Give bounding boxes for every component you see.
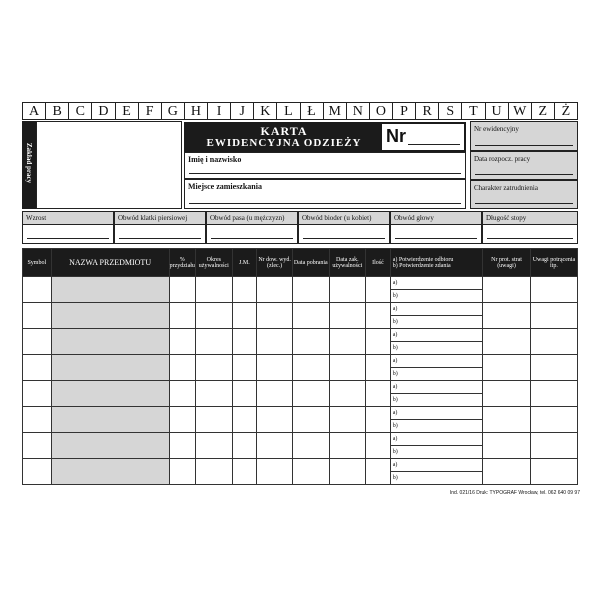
table-cell[interactable] <box>257 433 293 459</box>
table-cell[interactable] <box>293 277 329 303</box>
table-row <box>23 303 578 316</box>
confirm-cell[interactable]: b) <box>390 316 482 329</box>
table-cell[interactable] <box>293 303 329 329</box>
confirm-cell[interactable]: b) <box>390 446 482 459</box>
col-date-end: Data zak. używalności <box>329 249 366 277</box>
table-cell[interactable] <box>51 329 169 355</box>
table-cell[interactable] <box>23 433 52 459</box>
table-cell[interactable] <box>23 277 52 303</box>
alphabet-letter: J <box>230 103 253 119</box>
confirm-cell[interactable]: b) <box>390 290 482 303</box>
table-cell[interactable] <box>23 381 52 407</box>
table-row <box>23 329 578 342</box>
table-cell[interactable] <box>232 407 256 433</box>
table-cell[interactable] <box>257 355 293 381</box>
table-row <box>23 277 578 290</box>
nr-field[interactable] <box>382 124 464 150</box>
table-cell[interactable] <box>329 329 366 355</box>
table-cell[interactable] <box>483 433 531 459</box>
confirm-cell[interactable]: a) <box>390 433 482 446</box>
table-cell[interactable] <box>530 277 577 303</box>
alphabet-letter: N <box>346 103 369 119</box>
measure-label: Wzrost <box>23 212 113 225</box>
confirm-cell[interactable]: a) <box>390 355 482 368</box>
table-cell[interactable] <box>169 355 195 381</box>
table-cell[interactable] <box>530 433 577 459</box>
alphabet-letter: Ł <box>300 103 323 119</box>
alphabet-letter: S <box>438 103 461 119</box>
table-cell[interactable] <box>483 407 531 433</box>
confirm-a-label: a) Potwierdzenie odbioru <box>392 256 454 263</box>
table-cell[interactable] <box>195 355 232 381</box>
workplace-label: Zakład pracy <box>25 142 33 184</box>
table-cell[interactable] <box>169 303 195 329</box>
alphabet-letter: P <box>392 103 415 119</box>
table-cell[interactable] <box>257 303 293 329</box>
col-date-issue: Data pobrania <box>293 249 329 277</box>
col-confirm <box>390 249 482 277</box>
alphabet-letter: F <box>138 103 161 119</box>
table-cell[interactable] <box>195 459 232 485</box>
alphabet-letter: O <box>369 103 392 119</box>
col-name: NAZWA PRZEDMIOTU <box>51 249 169 277</box>
table-cell[interactable] <box>51 433 169 459</box>
table-cell[interactable] <box>329 459 366 485</box>
table-cell[interactable] <box>195 407 232 433</box>
table-cell[interactable] <box>366 355 390 381</box>
table-cell[interactable] <box>232 381 256 407</box>
table-cell[interactable] <box>293 355 329 381</box>
charakter-field[interactable] <box>470 180 578 209</box>
name-label: Imię i nazwisko <box>188 155 242 164</box>
measure-label: Obwód głowy <box>391 212 481 225</box>
data-rozpocz-label: Data rozpocz. pracy <box>474 155 531 163</box>
table-cell[interactable] <box>232 433 256 459</box>
col-symbol: Symbol <box>23 249 52 277</box>
table-cell[interactable] <box>169 277 195 303</box>
table-cell[interactable] <box>257 407 293 433</box>
measure-field[interactable] <box>206 211 298 244</box>
confirm-cell[interactable]: a) <box>390 277 482 290</box>
table-cell[interactable] <box>195 433 232 459</box>
table-cell[interactable] <box>293 329 329 355</box>
nr-ewidencyjny-field[interactable] <box>470 121 578 151</box>
data-rozpocz-field[interactable] <box>470 151 578 180</box>
table-cell[interactable] <box>23 407 52 433</box>
table-cell[interactable] <box>530 303 577 329</box>
alphabet-letter: W <box>508 103 531 119</box>
table-cell[interactable] <box>530 459 577 485</box>
table-cell[interactable] <box>530 355 577 381</box>
table-cell[interactable] <box>366 329 390 355</box>
title-line1: KARTA <box>260 124 308 138</box>
table-cell[interactable] <box>195 277 232 303</box>
col-doc-nr: Nr dow. wyd. (zlec.) <box>257 249 293 277</box>
col-remarks: Uwagi potrącenia itp. <box>530 249 577 277</box>
table-cell[interactable] <box>51 303 169 329</box>
nr-underline <box>408 144 460 145</box>
table-cell[interactable] <box>51 277 169 303</box>
table-cell[interactable] <box>169 459 195 485</box>
table-cell[interactable] <box>483 277 531 303</box>
footer-print-info: Ind. 021/16 Druk: TYPOGRAF Wrocław, tel. 062 640 09 97 <box>449 490 580 496</box>
table-cell[interactable] <box>293 407 329 433</box>
table-cell[interactable] <box>195 381 232 407</box>
table-cell[interactable] <box>257 329 293 355</box>
alphabet-letter: H <box>184 103 207 119</box>
table-cell[interactable] <box>51 407 169 433</box>
col-percent: % przydziału <box>169 249 195 277</box>
confirm-cell[interactable]: b) <box>390 394 482 407</box>
table-cell[interactable] <box>366 277 390 303</box>
table-cell[interactable] <box>232 329 256 355</box>
alphabet-letter: L <box>276 103 299 119</box>
table-cell[interactable] <box>530 407 577 433</box>
table-cell[interactable] <box>232 277 256 303</box>
alphabet-letter: Ż <box>554 103 577 119</box>
alphabet-letter: M <box>323 103 346 119</box>
alphabet-letter: U <box>485 103 508 119</box>
table-cell[interactable] <box>23 329 52 355</box>
table-cell[interactable] <box>257 459 293 485</box>
table-cell[interactable] <box>169 433 195 459</box>
alphabet-letter: I <box>207 103 230 119</box>
table-cell[interactable] <box>366 459 390 485</box>
items-table <box>22 248 578 485</box>
confirm-cell[interactable]: b) <box>390 420 482 433</box>
table-cell[interactable] <box>23 355 52 381</box>
col-qty: Ilość <box>366 249 390 277</box>
table-cell[interactable] <box>169 329 195 355</box>
measure-field[interactable] <box>482 211 578 244</box>
measure-label: Długość stopy <box>483 212 577 225</box>
confirm-cell[interactable]: b) <box>390 472 482 485</box>
address-field[interactable] <box>184 179 466 209</box>
table-cell[interactable] <box>483 381 531 407</box>
table-cell[interactable] <box>483 329 531 355</box>
table-cell[interactable] <box>195 329 232 355</box>
alphabet-letter: T <box>461 103 484 119</box>
table-cell[interactable] <box>232 355 256 381</box>
table-cell[interactable] <box>195 303 232 329</box>
workplace-sidebar <box>22 121 36 209</box>
table-cell[interactable] <box>530 381 577 407</box>
table-cell[interactable] <box>293 459 329 485</box>
alphabet-letter: E <box>115 103 138 119</box>
table-cell[interactable] <box>483 355 531 381</box>
nr-ewidencyjny-label: Nr ewidencyjny <box>474 125 519 133</box>
measure-field[interactable] <box>22 211 114 244</box>
table-cell[interactable] <box>51 355 169 381</box>
alphabet-letter: C <box>68 103 91 119</box>
table-row <box>23 459 578 472</box>
table-cell[interactable] <box>293 381 329 407</box>
table-cell[interactable] <box>232 303 256 329</box>
table-cell[interactable] <box>366 433 390 459</box>
measure-field[interactable] <box>114 211 206 244</box>
alphabet-letter: G <box>161 103 184 119</box>
alphabet-letter: K <box>253 103 276 119</box>
alphabet-letter: R <box>415 103 438 119</box>
measure-label: Obwód bioder (u kobiet) <box>299 212 389 225</box>
alphabet-letter: D <box>91 103 114 119</box>
table-cell[interactable] <box>293 433 329 459</box>
measure-label: Obwód klatki piersiowej <box>115 212 205 225</box>
table-cell[interactable] <box>366 407 390 433</box>
table-row <box>23 407 578 420</box>
confirm-cell[interactable]: a) <box>390 381 482 394</box>
table-cell[interactable] <box>257 381 293 407</box>
alphabet-index <box>22 102 578 120</box>
confirm-cell[interactable]: a) <box>390 329 482 342</box>
table-cell[interactable] <box>483 303 531 329</box>
table-cell[interactable] <box>169 407 195 433</box>
measure-label: Obwód pasa (u mężczyzn) <box>207 212 297 225</box>
table-cell[interactable] <box>329 303 366 329</box>
table-cell[interactable] <box>23 459 52 485</box>
title-line2: EWIDENCYJNA ODZIEŻY <box>206 137 362 149</box>
table-cell[interactable] <box>329 407 366 433</box>
table-cell[interactable] <box>329 355 366 381</box>
table-cell[interactable] <box>169 381 195 407</box>
confirm-cell[interactable]: b) <box>390 342 482 355</box>
alphabet-letter: B <box>45 103 68 119</box>
table-cell[interactable] <box>232 459 256 485</box>
address-label: Miejsce zamieszkania <box>188 182 262 191</box>
table-cell[interactable] <box>366 381 390 407</box>
table-cell[interactable] <box>23 303 52 329</box>
table-cell[interactable] <box>329 381 366 407</box>
confirm-cell[interactable]: a) <box>390 459 482 472</box>
table-cell[interactable] <box>329 433 366 459</box>
confirm-cell[interactable]: b) <box>390 368 482 381</box>
table-cell[interactable] <box>483 459 531 485</box>
table-row <box>23 433 578 446</box>
confirm-cell[interactable]: a) <box>390 407 482 420</box>
measure-field[interactable] <box>298 211 390 244</box>
table-cell[interactable] <box>51 459 169 485</box>
nr-label: Nr <box>386 126 407 146</box>
confirm-b-label: b) Potwierdzenie zdania <box>392 262 451 269</box>
table-cell[interactable] <box>530 329 577 355</box>
col-loss-nr: Nr prot. strat (uwagi) <box>483 249 531 277</box>
charakter-label: Charakter zatrudnienia <box>474 184 538 192</box>
confirm-cell[interactable]: a) <box>390 303 482 316</box>
name-field[interactable] <box>184 152 466 179</box>
table-cell[interactable] <box>257 277 293 303</box>
col-unit: J.M. <box>232 249 256 277</box>
measure-field[interactable] <box>390 211 482 244</box>
table-row <box>23 355 578 368</box>
workplace-box[interactable] <box>36 121 182 209</box>
measures-row <box>22 211 578 244</box>
table-cell[interactable] <box>51 381 169 407</box>
alphabet-letter: A <box>29 104 40 119</box>
table-cell[interactable] <box>329 277 366 303</box>
table-cell[interactable] <box>366 303 390 329</box>
alphabet-letter: Z <box>531 103 554 119</box>
table-row <box>23 381 578 394</box>
col-period: Okres używalności <box>195 249 232 277</box>
